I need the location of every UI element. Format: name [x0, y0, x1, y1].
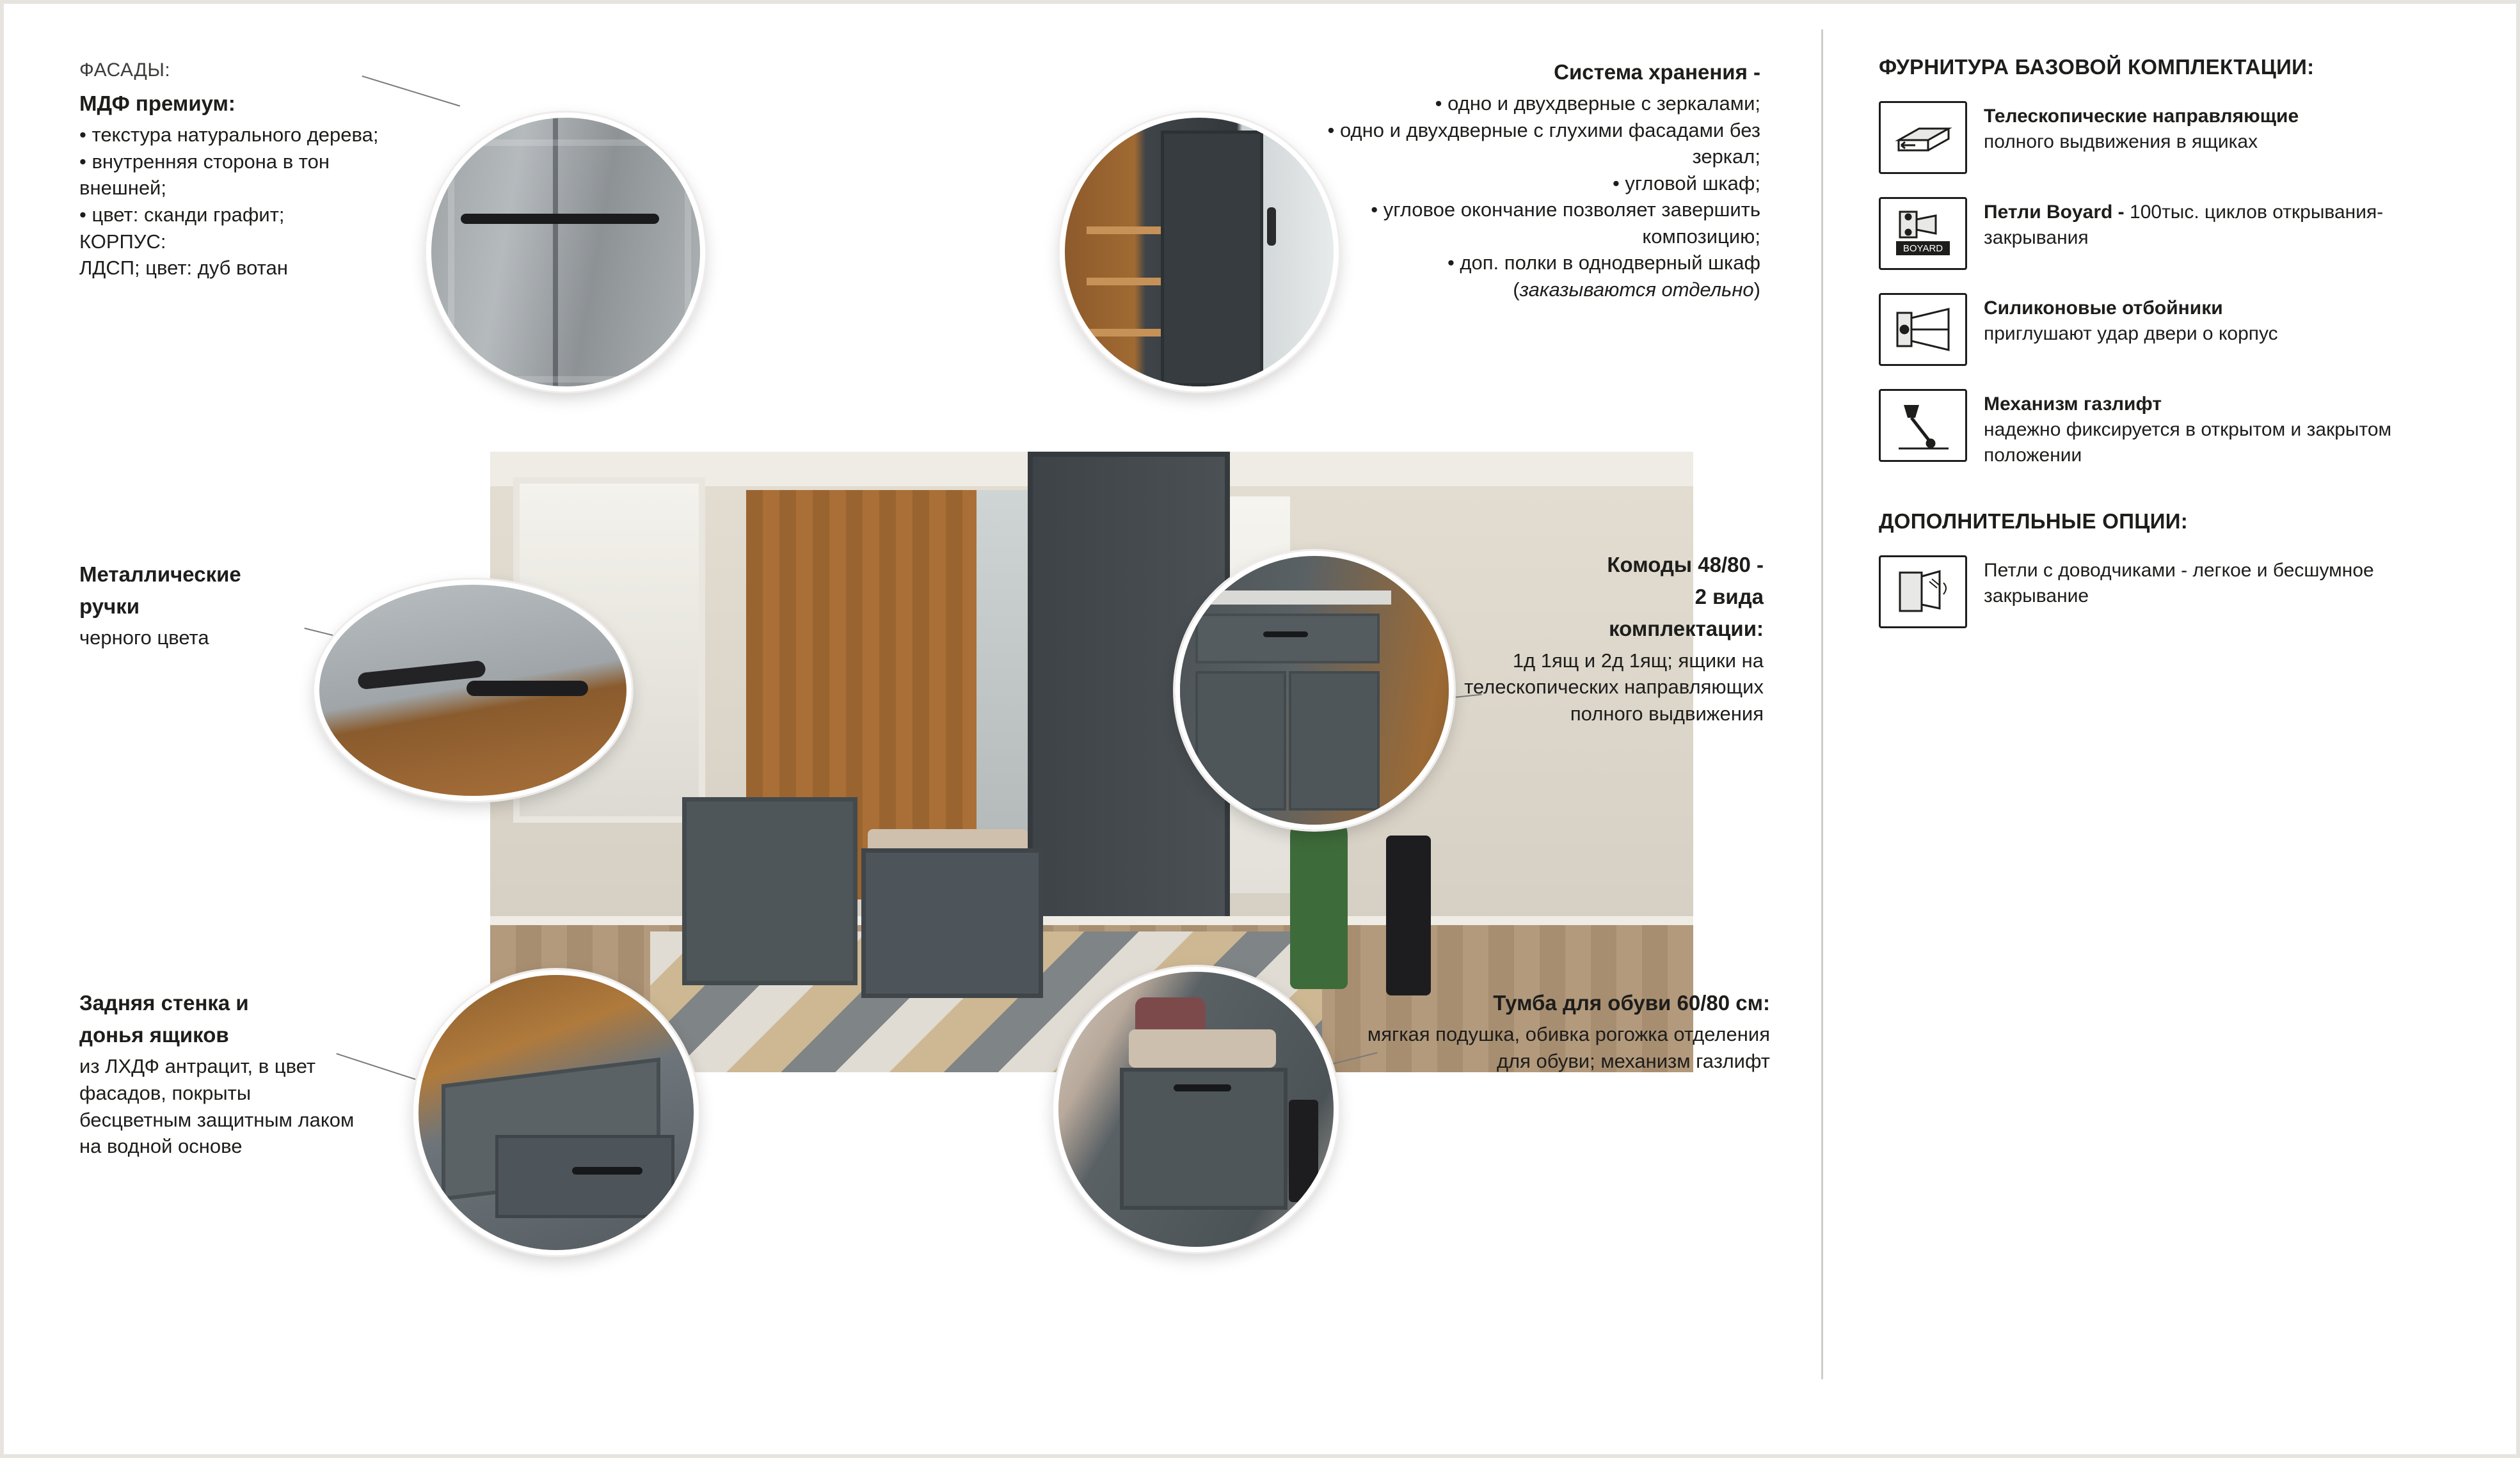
silicone-bumper-icon [1879, 293, 1967, 366]
boyard-hinge-icon [1879, 197, 1967, 270]
backwall-heading-line2: донья ящиков [79, 1023, 229, 1047]
facades-heading: МДФ премиум: [79, 91, 235, 116]
storage-item-4-suffix: ) [1753, 278, 1760, 301]
facades-item-1: • внутренняя сторона в тон внешней; [79, 150, 330, 200]
photo-bubble-storage-system [1060, 113, 1339, 392]
storage-item-1: • одно и двухдверные с глухими фасадами без зеркал; [1327, 118, 1760, 168]
shoe-bench-unit [861, 848, 1043, 998]
gas-lift-icon [1879, 389, 1967, 462]
umbrella-stand [1386, 836, 1431, 995]
feature-rest: приглушают удар двери о корпус [1984, 322, 2278, 344]
feature-rest: полного выдвижения в ящиках [1984, 131, 2258, 152]
shoe-text: мягкая подушка, обивка рогожка отделения для обуви; механизм газлифт [1367, 1023, 1770, 1072]
handles-text: черного цвета [79, 626, 209, 649]
backwall-heading-line1: Задняя стенка и [79, 991, 249, 1015]
facades-corpus-label: КОРПУС: [79, 230, 166, 253]
feature-rest: надежно фиксируется в открытом и закрытом положении [1984, 418, 2392, 466]
backwall-text: из ЛХДФ антрацит, в цвет фасадов, покрыты бесцветным защитным лаком на водной основе [79, 1055, 355, 1158]
feature-bold: Петли Boyard - [1984, 202, 2125, 223]
storage-item-4-italic: заказываются отдельно [1519, 278, 1754, 301]
storage-item-2: • угловой шкаф; [1612, 171, 1760, 194]
plant-decor [1290, 810, 1348, 989]
facades-caption: ФАСАДЫ: [79, 59, 171, 81]
facades-item-2: • цвет: сканди графит; [79, 203, 285, 226]
komod-heading-line2: 2 вида [1695, 585, 1764, 609]
storage-item-0: • одно и двухдверные с зеркалами; [1435, 92, 1760, 115]
soft-close-hinge-icon [1879, 555, 1967, 628]
feature-row [1879, 197, 2480, 270]
storage-item-3: • угловое окончание позволяет завершить композицию; [1371, 198, 1760, 248]
komod-text: 1д 1ящ и 2д 1ящ; ящики на телескопических направляющих полного выдвижения [1464, 649, 1764, 725]
feature-row [1879, 389, 2480, 468]
feature-text [1984, 389, 2480, 468]
komod-heading-line3: комплектации: [1609, 617, 1764, 641]
feature-row [1879, 101, 2480, 174]
storage-item-4-prefix: • доп. полки в однодверный шкаф ( [1447, 251, 1760, 301]
vertical-divider [1821, 29, 1823, 1379]
storage-item-4 [1312, 250, 1760, 303]
feature-text [1984, 197, 2480, 251]
annotation-shoe-cabinet [1367, 989, 1770, 1074]
photo-bubble-facade-texture [426, 113, 705, 392]
feature-text [1984, 555, 2480, 609]
annotation-storage-system [1312, 58, 1760, 303]
feature-text [1984, 293, 2278, 347]
feature-bold: Механизм газлифт [1984, 393, 2162, 415]
feature-text [1984, 101, 2299, 155]
feature-row [1879, 555, 2480, 628]
photo-bubble-shoe-bench [1053, 967, 1339, 1252]
feature-rest: Петли с доводчиками - легкое и бесшумное закрывание [1984, 559, 2374, 606]
photo-bubble-metal-handles [314, 580, 632, 801]
annotation-facades [79, 58, 380, 281]
handles-heading-line2: ручки [79, 594, 140, 619]
photo-bubble-dresser [1175, 551, 1454, 830]
feature-bold: Телескопические направляющие [1984, 106, 2299, 127]
annotation-back-wall [79, 989, 355, 1160]
annotation-handles [79, 560, 335, 651]
extra-options-title: ДОПОЛНИТЕЛЬНЫЕ ОПЦИИ: [1879, 509, 2189, 533]
komod-heading-line1: Комоды 48/80 - [1607, 553, 1764, 576]
annotation-dressers [1456, 551, 1764, 727]
drawer-slide-icon [1879, 101, 1967, 174]
feature-bold: Силиконовые отбойники [1984, 297, 2223, 319]
shoe-heading: Тумба для обуви 60/80 см: [1493, 991, 1770, 1015]
feature-row [1879, 293, 2480, 366]
facades-item-0: • текстура натурального дерева; [79, 123, 379, 147]
svg-text:BOYARD: BOYARD [1902, 243, 1943, 254]
handles-heading-line1: Металлические [79, 562, 241, 586]
dresser-unit [682, 797, 857, 985]
photo-bubble-open-drawer [413, 970, 699, 1255]
facades-corpus-value: ЛДСП; цвет: дуб вотан [79, 257, 288, 280]
feature-rest: 100тыс. циклов открывания-закрывания [1984, 202, 2384, 248]
storage-heading: Система хранения - [1554, 60, 1760, 84]
hardware-column [1879, 55, 2480, 651]
base-hardware-title: ФУРНИТУРА БАЗОВОЙ КОМПЛЕКТАЦИИ: [1879, 55, 2315, 79]
